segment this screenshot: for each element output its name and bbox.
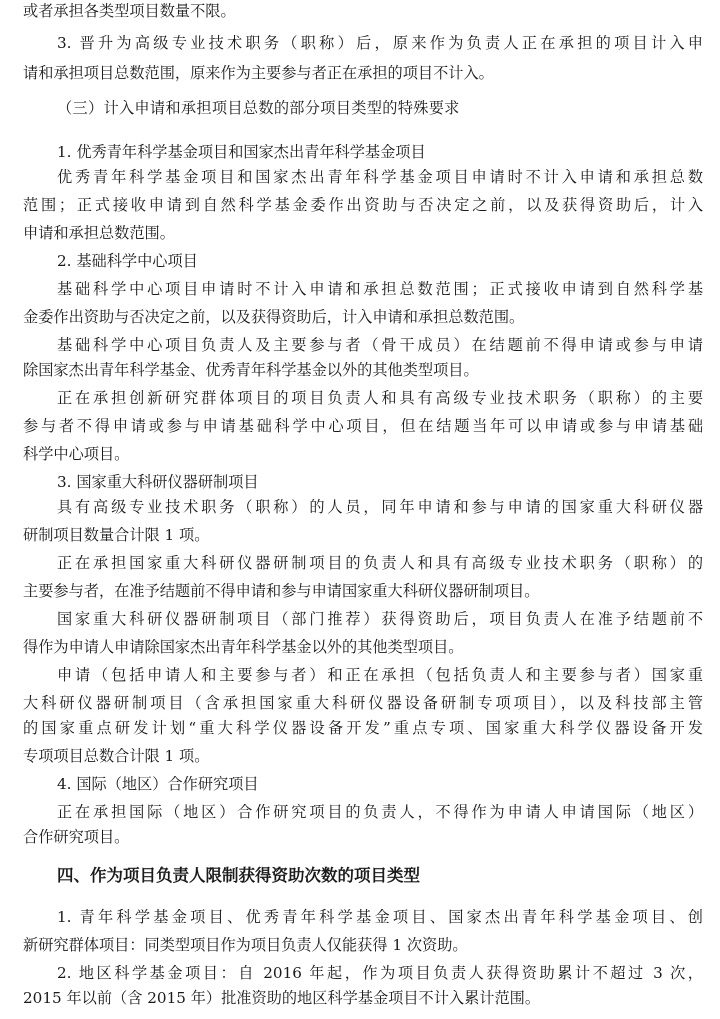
item-heading: 4. 国际（地区）合作研究项目 bbox=[57, 775, 259, 793]
section-subheading: （三）计入申请和承担项目总数的部分项目类型的特殊要求 bbox=[57, 99, 460, 117]
text-line: 研制项目数量合计限 1 项。 bbox=[23, 526, 210, 544]
item-heading: 2. 基础科学中心项目 bbox=[57, 252, 198, 270]
text-line: 2015 年以前（含 2015 年）批准资助的地区科学基金项目不计入累计范围。 bbox=[23, 989, 541, 1007]
text-line: 合作研究项目。 bbox=[23, 828, 130, 846]
text-line: 主要参与者，在准予结题前不得申请和参与申请国家重大科研仪器研制项目。 bbox=[23, 582, 540, 600]
text-line: 基础科学中心项目负责人及主要参与者（骨干成员）在结题前不得申请或参与申请 bbox=[57, 336, 703, 354]
text-line: 申请和承担总数范围。 bbox=[23, 224, 175, 242]
item-heading: 1. 优秀青年科学基金项目和国家杰出青年科学基金项目 bbox=[57, 143, 426, 161]
text-line: 的国家重点研发计划“重大科学仪器设备开发”重点专项、国家重大科学仪器设备开发 bbox=[23, 719, 703, 737]
text-line: 正在承担国家重大科研仪器研制项目的负责人和具有高级专业技术职务（职称）的 bbox=[57, 554, 703, 572]
text-line: 3. 晋升为高级专业技术职务（职称）后，原来作为负责人正在承担的项目计入申 bbox=[57, 34, 703, 52]
text-line: 除国家杰出青年科学基金、优秀青年科学基金以外的其他类型项目。 bbox=[23, 361, 479, 379]
text-line: 科学中心项目。 bbox=[23, 445, 130, 463]
section-heading: 四、作为项目负责人限制获得资助次数的项目类型 bbox=[57, 866, 420, 885]
text-line: 优秀青年科学基金项目和国家杰出青年科学基金项目申请时不计入申请和承担总数 bbox=[57, 168, 703, 186]
text-line: 申请（包括申请人和主要参与者）和正在承担（包括负责人和主要参与者）国家重 bbox=[57, 666, 703, 684]
text-line: 1. 青年科学基金项目、优秀青年科学基金项目、国家杰出青年科学基金项目、创 bbox=[57, 908, 703, 926]
text-line: 国家重大科研仪器研制项目（部门推荐）获得资助后，项目负责人在准予结题前不 bbox=[57, 610, 703, 628]
text-line: 新研究群体项目：同类型项目作为项目负责人仅能获得 1 次资助。 bbox=[23, 936, 468, 954]
text-line: 得作为申请人申请除国家杰出青年科学基金以外的其他类型项目。 bbox=[23, 638, 464, 656]
text-line: 专项项目总数合计限 1 项。 bbox=[23, 747, 210, 765]
text-line: 基础科学中心项目申请时不计入申请和承担总数范围；正式接收申请到自然科学基 bbox=[57, 280, 703, 298]
text-line: 参与者不得申请或参与申请基础科学中心项目，但在结题当年可以申请或参与申请基础 bbox=[23, 417, 703, 435]
item-heading: 3. 国家重大科研仪器研制项目 bbox=[57, 473, 259, 491]
text-line: 金委作出资助与否决定之前，以及获得资助后，计入申请和承担总数范围。 bbox=[23, 308, 525, 326]
text-line: 或者承担各类型项目数量不限。 bbox=[23, 2, 236, 20]
text-line: 大科研仪器研制项目（含承担国家重大科研仪器设备研制专项项目），以及科技部主管 bbox=[23, 694, 703, 712]
text-line: 2. 地区科学基金项目：自 2016 年起，作为项目负责人获得资助累计不超过 3 次， bbox=[57, 964, 703, 982]
text-line: 正在承担创新研究群体项目的项目负责人和具有高级专业技术职务（职称）的主要 bbox=[57, 389, 703, 407]
text-line: 正在承担国际（地区）合作研究项目的负责人，不得作为申请人申请国际（地区） bbox=[57, 803, 703, 821]
text-line: 具有高级专业技术职务（职称）的人员，同年申请和参与申请的国家重大科研仪器 bbox=[57, 498, 703, 516]
text-line: 范围；正式接收申请到自然科学基金委作出资助与否决定之前，以及获得资助后，计入 bbox=[23, 196, 703, 214]
text-line: 请和承担项目总数范围，原来作为主要参与者正在承担的项目不计入。 bbox=[23, 64, 494, 82]
